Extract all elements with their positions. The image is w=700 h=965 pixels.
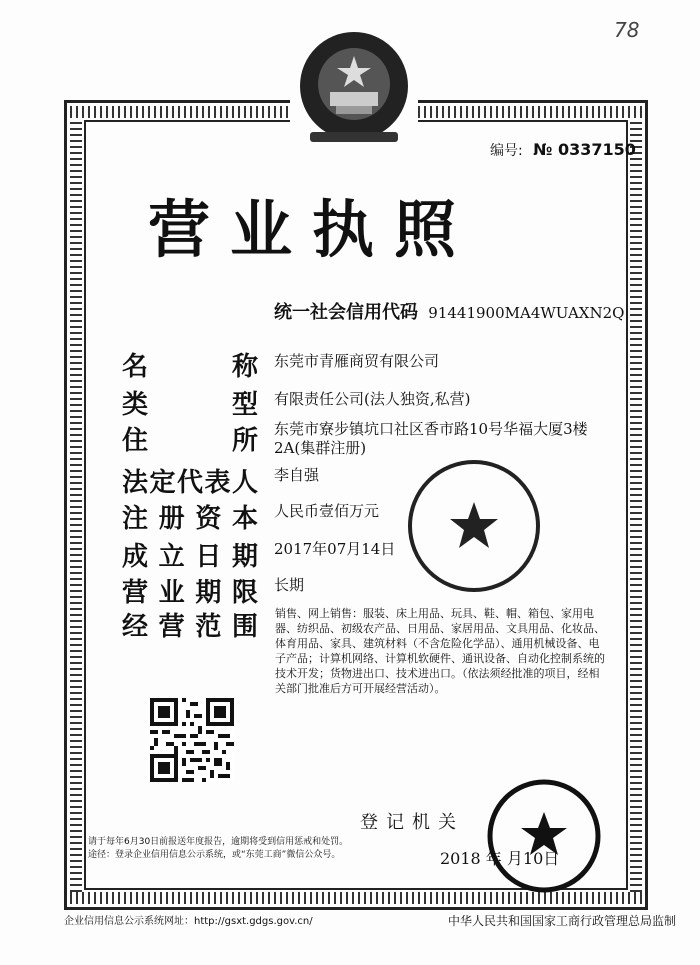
registrar-seal-icon [484,776,604,896]
credit-code [274,298,624,324]
footer-issuer: 中华人民共和国国家工商行政管理总局监制 [448,914,677,928]
company-seal-icon [404,456,544,596]
field-value: 长期 [274,576,305,594]
registrar-label: 登记机关 [360,812,464,833]
footer-website: 企业信用信息公示系统网址：http://gsxt.gdgs.gov.cn/ [64,916,313,927]
field-label: 成 立 日 期 [122,542,258,572]
national-emblem-icon [290,28,418,152]
field-value: 有限责任公司(法人独资,私营) [274,390,471,408]
field-value: 李自强 [274,466,320,484]
field-label: 名 称 [122,352,258,382]
field-value: 东莞市青雁商贸有限公司 [274,352,440,370]
field-label: 营 业 期 限 [122,578,258,608]
issue-date: 2018 年 月10日 [440,849,560,868]
credit-code-label: 统一社会信用代码 [274,302,418,323]
field-label: 注 册 资 本 [122,504,258,534]
field-label: 类 型 [122,390,258,420]
field-label: 经 营 范 围 [122,612,258,642]
notice-line: 请于每年6月30日前报送年度报告，逾期将受到信用惩戒和处罚。 [88,837,349,847]
page-title: 营业执照 [148,193,477,266]
field-value: 东莞市寮步镇坑口社区香市路10号华福大厦3楼2A(集群注册) [274,420,588,457]
field-label: 住 所 [122,426,258,456]
credit-code-value: 91441900MA4WUAXN2Q [428,304,625,322]
field-label: 法 定 代 表 人 [122,468,258,498]
qr-code-icon [150,698,234,782]
serial-number [490,140,636,160]
field-value: 2017年07月14日 [274,540,396,558]
notice-line: 途径：登录企业信用信息公示系统，或“东莞工商”微信公众号。 [88,850,341,860]
business-scope-text: 销售、网上销售：服装、床上用品、玩具、鞋、帽、箱包、家用电器、纺织品、初级农产品、日用品、家居用品、文具用品、化妆品、体育用品、家具、建筑材料（不含危险化学品）、通用机械设备、电子产品；计算机网络、计算机软硬件、通讯设备、自动化控制系统的技术开发；货物进出口、技术进出口。（依法须经批准的项目，经相关部门批准后方可开展经营活动）。 [275,607,605,695]
serial-label: 编号: [490,143,523,159]
field-value: 人民币壹佰万元 [274,502,380,520]
serial-value: № 0337150 [533,140,636,159]
corner-note: 78 [614,18,640,42]
annual-report-notice [88,836,388,862]
